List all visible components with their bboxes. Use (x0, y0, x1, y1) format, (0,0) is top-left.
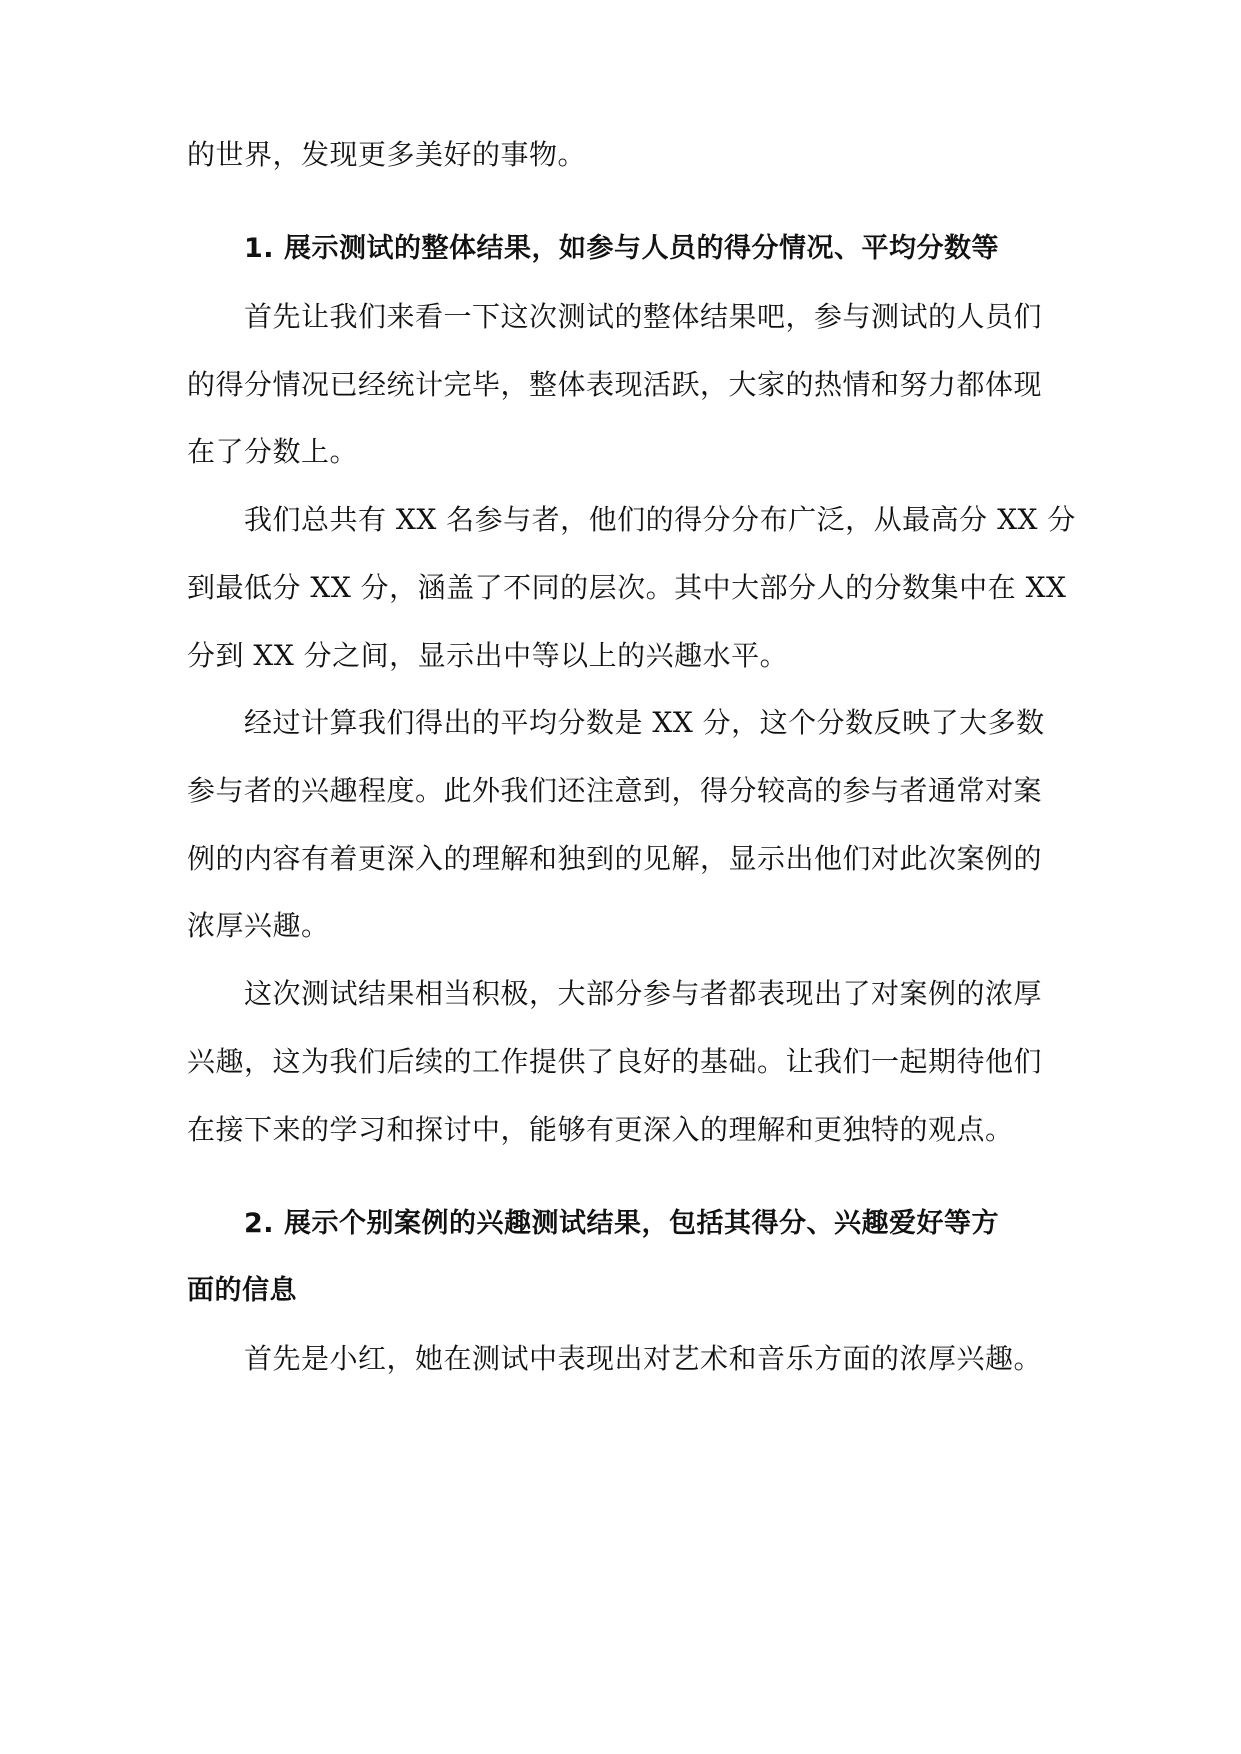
paragraph-line: 浓厚兴趣。 (187, 909, 330, 942)
paragraph-line: 兴趣，这为我们后续的工作提供了良好的基础。让我们一起期待他们 (187, 1045, 1043, 1078)
paragraph-line: 首先让我们来看一下这次测试的整体结果吧，参与测试的人员们 (244, 300, 1043, 333)
paragraph-line: 的得分情况已经统计完毕，整体表现活跃，大家的热情和努力都体现 (187, 368, 1043, 401)
paragraph-line: 例的内容有着更深入的理解和独到的见解，显示出他们对此次案例的 (187, 842, 1043, 875)
section-heading-1: 1. 展示测试的整体结果，如参与人员的得分情况、平均分数等 (244, 233, 999, 264)
paragraph-line: 在接下来的学习和探讨中，能够有更深入的理解和更独特的观点。 (187, 1113, 1014, 1146)
paragraph-line: 分到 XX 分之间，显示出中等以上的兴趣水平。 (187, 639, 789, 672)
paragraph-line: 首先是小红，她在测试中表现出对艺术和音乐方面的浓厚兴趣。 (244, 1342, 1043, 1375)
paragraph-line: 这次测试结果相当积极，大部分参与者都表现出了对案例的浓厚 (244, 977, 1043, 1010)
paragraph-line: 在了分数上。 (187, 435, 359, 468)
section-heading-2: 2. 展示个别案例的兴趣测试结果，包括其得分、兴趣爱好等方 (244, 1208, 999, 1239)
paragraph-line: 经过计算我们得出的平均分数是 XX 分，这个分数反映了大多数 (244, 706, 1045, 739)
section-heading-2-continued: 面的信息 (187, 1275, 297, 1306)
paragraph-line: 我们总共有 XX 名参与者，他们的得分分布广泛，从最高分 XX 分 (244, 503, 1076, 536)
paragraph-line: 到最低分 XX 分，涵盖了不同的层次。其中大部分人的分数集中在 XX (187, 571, 1067, 604)
paragraph-line: 参与者的兴趣程度。此外我们还注意到，得分较高的参与者通常对案 (187, 774, 1043, 807)
paragraph-line: 的世界，发现更多美好的事物。 (187, 138, 587, 171)
